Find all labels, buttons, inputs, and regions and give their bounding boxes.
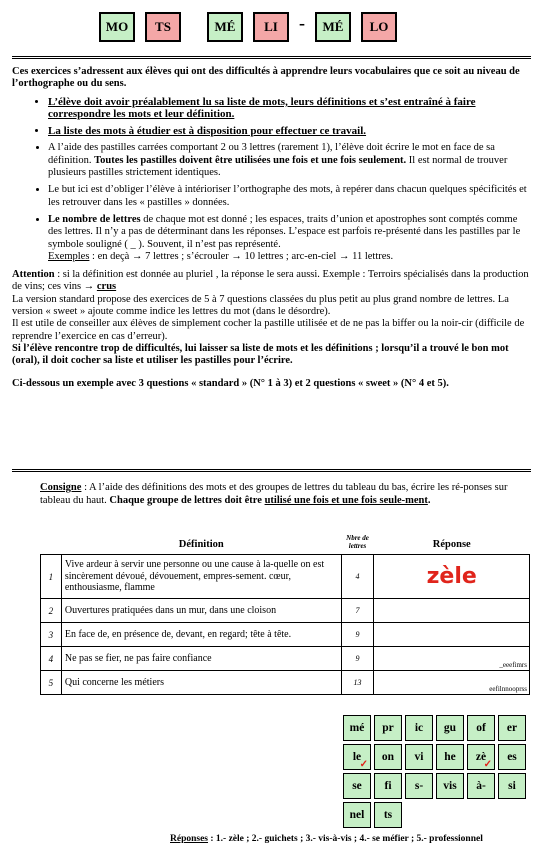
answer-letter-hint: _eeefimrs [499, 661, 527, 669]
bullet-prerequisite: • L’élève doit avoir préalablement lu sa liste de mots, leurs définitions et s’est entraîné à faire correspondre les mots et leur définition. [48, 96, 530, 121]
title-dash: - [299, 12, 305, 33]
intro-lead: Ces exercices s’adressent aux élèves qui ont des difficultés à apprendre leurs vocabulaires que ce soit au niveau de l’orthographe ou du sens. [12, 66, 520, 90]
title-tile: LI [253, 12, 289, 42]
answers-footer: Réponses : 1.- zèle ; 2.- guichets ; 3.- vis-à-vis ; 4.- se méfier ; 5.- professionnel [170, 834, 483, 844]
pastille-label: ts [383, 809, 393, 821]
letter-pastille[interactable] [343, 773, 371, 799]
pastille-label: se [352, 780, 362, 792]
header-definition: Définition [178, 539, 224, 550]
intro-section [12, 66, 530, 390]
consigne: Consigne : A l’aide des définitions des mots et des groupes de lettres du tableau du bas, écrire les ré-ponses sur tableau du haut. Chaque groupe de lettres doit être utilisé une fois et une fois seule-ment. [40, 482, 508, 506]
bullet-pastilles: • A l’aide des pastilles carrées comportant 2 ou 3 lettres (rarement 1), l’élève doit écrire le mot en face de sa définition. Toutes les pastilles doivent être utilisées une fois et une fois seulement. Il est normal de trouver plusieurs pastilles strictement identiques. [48, 142, 530, 179]
letter-pastille[interactable] [467, 715, 495, 741]
pastille-label: of [476, 722, 486, 734]
title-tile: TS [145, 12, 181, 42]
letter-pastille[interactable] [498, 744, 526, 770]
letter-pastille[interactable] [467, 744, 495, 770]
title-tile: LO [361, 12, 397, 42]
check-mark-icon: ✓ [359, 759, 368, 770]
pastille-label: vi [414, 751, 424, 763]
top-separator [12, 56, 531, 59]
version-paragraph: La version standard propose des exercices de 5 à 7 questions classées du plus petit au plus grand nombre de lettres. La version « sweet » ajoute comme indice les lettres du mot (dans le désordre). [12, 293, 509, 318]
table-row: 2 Ouvertures pratiquées dans un mur, dans une cloison 7 [41, 599, 530, 623]
table-row: 1 Vive ardeur à servir une personne ou une cause à la-quelle on est sincèrement dévoué, dévouement, empres-sement. cœur, enthousiasme, flamme 4 zèle [41, 555, 530, 599]
letter-pastille[interactable] [436, 744, 464, 770]
pastille-label: es [507, 751, 517, 763]
answer-field[interactable] [374, 671, 530, 695]
advice-paragraph: Il est utile de conseiller aux élèves de simplement cocher la pastille utilisée et de ne pas la biffer ou la noir-cir (difficile de reprendre l’exercice en cas d’erreur). [12, 318, 525, 342]
header-answer: Réponse [432, 539, 471, 550]
letter-pastille[interactable] [343, 715, 371, 741]
bullet-letter-count: • Le nombre de lettres de chaque mot est donné ; les espaces, traits d’union et apostrophes sont comptés comme des lettres. Il n’y a pas de déterminant dans les réponses. L’espace est parfois re-présenté dans les pastilles par le symbole souligné ( _ ). Souvent, il n’est pas représenté. Exemples : en deçà → 7 lettres ; s’écrouler → 10 lettres ; arc-en-ciel → 11 lettres. [48, 214, 530, 263]
letter-pastille[interactable] [343, 802, 371, 828]
letter-pastille[interactable] [498, 715, 526, 741]
pastille-label: on [381, 751, 395, 763]
pastille-label: vis [443, 780, 457, 792]
attention-note: Attention : si la définition est donnée au pluriel , la réponse le sera aussi. Exemple : Terroirs spécialisés dans la production de vins; ces vins → crus [12, 269, 529, 293]
bullet-goal: • Le but ici est d’obliger l’élève à intérioriser l’orthographe des mots, à repérer dans chacun quelques spécificités et les retrouver dans les « pastilles » données. [48, 184, 530, 209]
handwritten-answer: zèle [426, 564, 477, 589]
letter-pastille[interactable] [498, 773, 526, 799]
letter-pastille[interactable] [436, 715, 464, 741]
definitions-table [40, 534, 530, 695]
pastille-label: nel [349, 809, 365, 821]
letter-pastille[interactable] [467, 773, 495, 799]
letter-pastille[interactable] [343, 744, 371, 770]
middle-separator [12, 469, 531, 472]
answer-field[interactable] [374, 647, 530, 671]
letter-pastille[interactable] [374, 715, 402, 741]
title-tiles [99, 12, 407, 42]
pastille-label: ic [414, 722, 424, 734]
pastille-label: à- [476, 780, 486, 792]
table-row: 3 En face de, en présence de, devant, en regard; tête à tête. 9 [41, 623, 530, 647]
letter-pastille[interactable] [405, 744, 433, 770]
table-row: 5 Qui concerne les métiers 13 eefilnnooprss [41, 671, 530, 695]
letter-pastille[interactable] [374, 802, 402, 828]
letter-pastille[interactable] [436, 773, 464, 799]
title-tile: MÉ [315, 12, 351, 42]
table-row: 4 Ne pas se fier, ne pas faire confiance 9 _eeefimrs [41, 647, 530, 671]
difficulty-paragraph: Si l’élève rencontre trop de difficultés, lui laisser sa liste de mots et les définitions ; lorsqu’il a trouvé le bon mot (oral), il doit cocher sa liste et utiliser les pastilles pour l’écrire. [12, 342, 509, 367]
pastille-label: fi [384, 780, 392, 792]
letter-pastille[interactable] [374, 773, 402, 799]
bullet-word-list: • La liste des mots à étudier est à disposition pour effectuer ce travail. [48, 125, 530, 137]
letter-pastille[interactable] [374, 744, 402, 770]
check-mark-icon: ✓ [483, 759, 492, 770]
pastille-label: si [508, 780, 516, 792]
pastille-label: mé [349, 722, 365, 734]
answer-letter-hint: eefilnnooprss [489, 685, 527, 693]
answer-field[interactable] [374, 623, 530, 647]
pastille-label: s- [414, 780, 424, 792]
letter-pastille[interactable] [405, 715, 433, 741]
pastille-label: pr [382, 722, 394, 734]
example-paragraph: Ci-dessous un exemple avec 3 questions « standard » (N° 1 à 3) et 2 questions « sweet » (N° 4 et 5). [12, 377, 449, 389]
title-tile: MÉ [207, 12, 243, 42]
pastille-label: zè [475, 751, 487, 763]
answer-field[interactable] [374, 599, 530, 623]
intro-bullets [12, 96, 530, 264]
pastille-label: le [352, 751, 362, 763]
letter-pastille[interactable] [405, 773, 433, 799]
header-letter-count: Nbre de lettres [346, 534, 369, 550]
pastille-label: he [444, 751, 456, 763]
pastille-label: er [506, 722, 518, 734]
pastille-label: gu [443, 722, 457, 734]
answer-field[interactable] [374, 555, 530, 599]
title-tile: MO [99, 12, 135, 42]
